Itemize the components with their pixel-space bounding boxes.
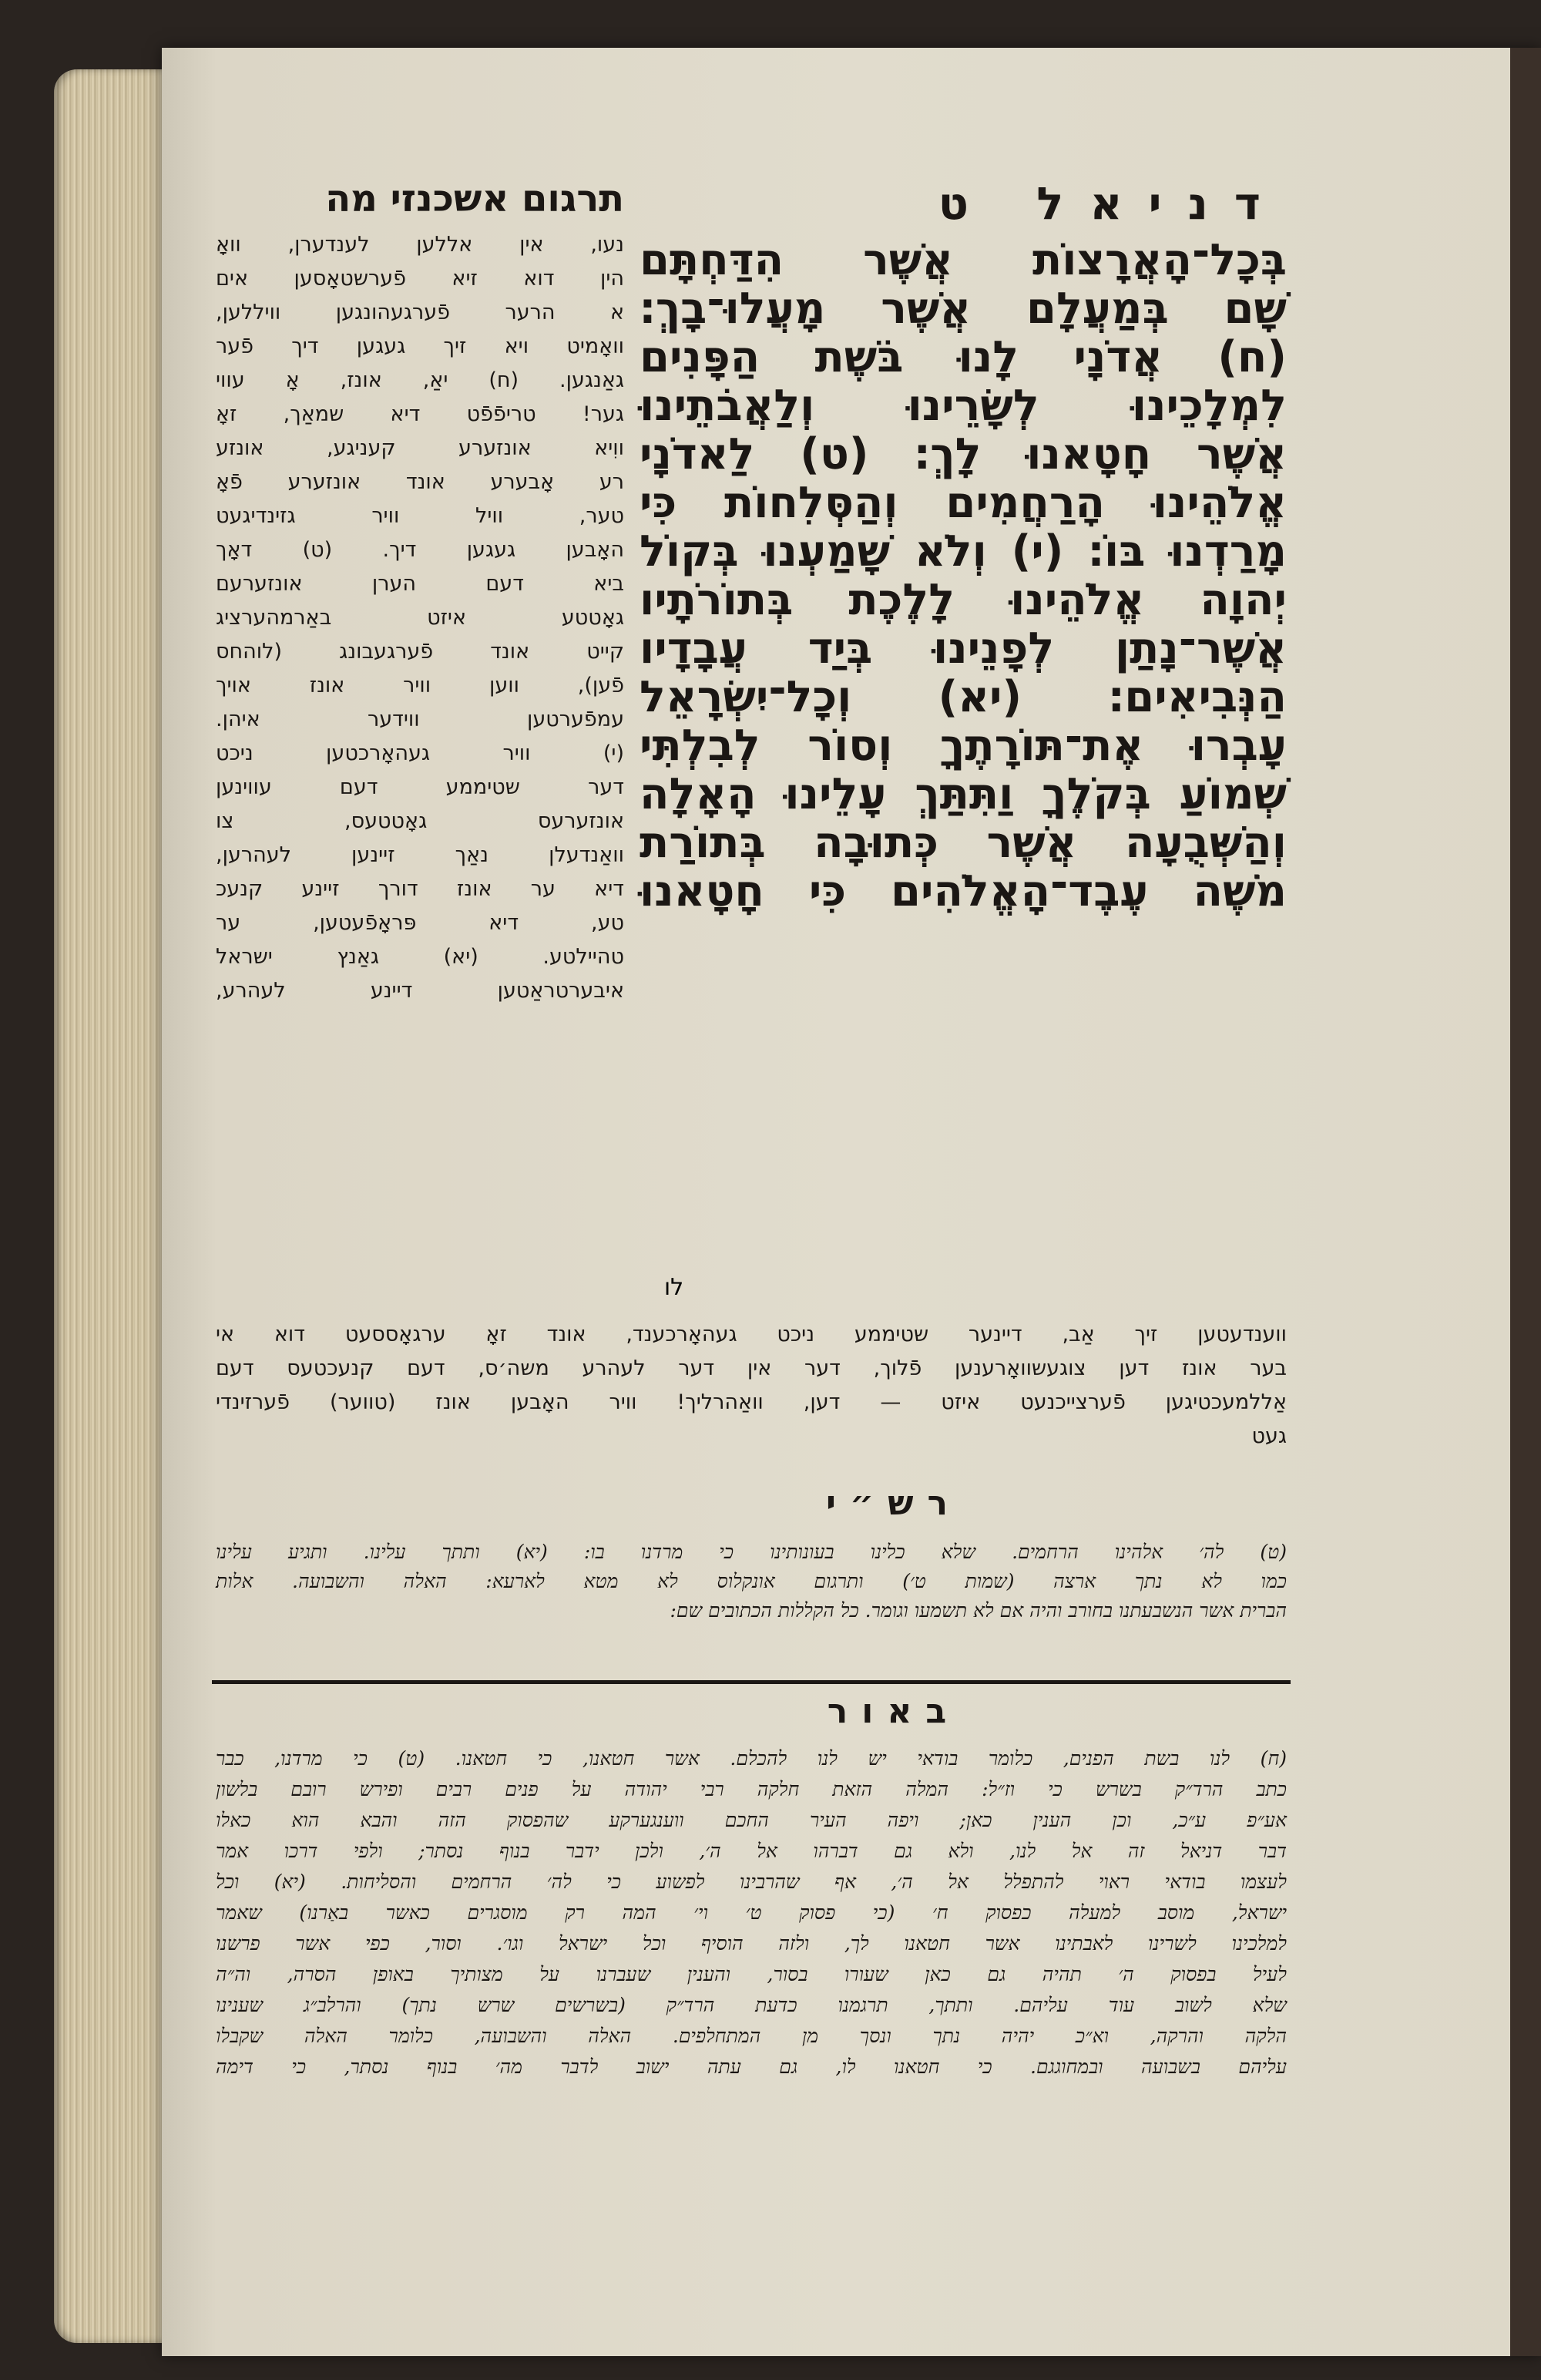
- hebrew-line: מָרַדְנוּ בּוֹ׃ (י) וְלֹא שָׁמַעְנוּ בְּקוֹל: [640, 526, 1287, 577]
- hebrew-line: מֹשֶׁה עֶבֶד־הָאֱלֹהִים כִּי חָטָאנוּ: [640, 866, 1287, 916]
- hebrew-line: אֱלֹהֵינוּ הָרַחֲמִים וְהַסְּלִחוֹת כִּי: [640, 478, 1287, 528]
- biur-line: דבר דניאל זה אל לנו, ולא גם דברהו אל ה׳, ולכן ידבר בנוף נסתר; ולפי דרכו אמר: [216, 1840, 1287, 1862]
- hebrew-running-head: דניאל ט: [938, 177, 1287, 230]
- yiddish-line: אונזערעס גאָטטעס, צו: [216, 809, 624, 833]
- biur-line: עליהם בשבועה ובמחוגגם. כי חטאנו לו, גם עתה ישוב לדבר מה׳ בנוף נסתר, כי דימה: [216, 2056, 1287, 2078]
- biur-heading: באור: [827, 1692, 961, 1731]
- hebrew-line: (ח) אֲדֹנָי לָנוּ בֹּשֶׁת הַפָּנִים: [640, 332, 1287, 382]
- catchword: לו: [664, 1274, 684, 1301]
- hebrew-column: [640, 177, 1287, 916]
- rashi-heading: רש״י: [825, 1484, 962, 1523]
- yiddish-line: נעו, אין אללען לענדערן, וואָ: [216, 233, 624, 257]
- biur-line: למלכינו לשרינו לאבתינו אשר חטאנו לך, ולזה הוסיף וכל ישראל וגו׳. וסור, כפי אשר פרשנו: [216, 1932, 1287, 1955]
- hebrew-line: שְׁמוֹעַ בְּקֹלֶךָ וַתִּתַּךְ עָלֵינוּ הָאָלָה: [640, 769, 1287, 819]
- yiddish-line: דיא ער אונז דורך זיינע קנעכ: [216, 877, 624, 901]
- rashi-line: (ט) לה׳ אלהינו הרחמים. שלא כלינו בעונותינו כי מרדנו בו: (יא) ותתך עלינו. ותגיע עלינו: [216, 1541, 1287, 1563]
- rashi-line: כמו לא נתך ארצה (שמות ט׳) ותרגום אונקלוס לא מטא לארעא: האלה והשבועה. אלות: [216, 1570, 1287, 1592]
- hebrew-line: אֲשֶׁר־נָתַן לְפָנֵינוּ בְּיַד עֲבָדָיו: [640, 624, 1287, 674]
- yiddish-line: האָבען געגען דיך. (ט) דאָך: [216, 538, 624, 562]
- biur-line: (ח) לנו בשת הפנים, כלומר בודאי יש לנו להכלם. אשר חטאנו, כי חטאנו. (ט) כי מרדנו, כבר: [216, 1747, 1287, 1770]
- yiddish-line: טהיילטע. (יא) גאַנץ ישראל: [216, 945, 624, 969]
- yiddish-line: דער שטיממע דעם עווינען: [216, 775, 624, 799]
- yiddish-line: גאָטטע איזט באַרמהערציג: [216, 606, 624, 630]
- yiddish-line: עמפֿערטען ווידער איהן.: [216, 708, 624, 731]
- hebrew-line: בְּכָל־הָאֲרָצוֹת אֲשֶׁר הִדַּחְתָּם: [640, 235, 1287, 285]
- hebrew-line: הַנְּבִיאִים׃ (יא) וְכָל־יִשְׂרָאֵל: [640, 672, 1287, 722]
- biur-line: לעיל בפסוק ה׳ תהיה גם כאן שעורו בסור, והענין שעברנו על מצותיך באופן הסרה, וה״ה: [216, 1963, 1287, 1985]
- yiddish-line: א הרער פֿערגעהונגען וויללען,: [216, 301, 624, 324]
- biur-line: לעצמו בודאי ראוי להתפלל אל ה׳, אף שהרבינו לפשוע כי לה׳ הרחמים והסליחות. (יא) וכל: [216, 1871, 1287, 1893]
- yiddish-line: (י) וויר געהאָרכטען ניכט: [216, 741, 624, 765]
- hebrew-line: וְהַשְּׁבֻעָה אֲשֶׁר כְּתוּבָה בְּתוֹרַת: [640, 818, 1287, 868]
- rashi-commentary: [216, 1538, 1287, 1625]
- yiddish-line: ווִיא אונזערע קעניגע, אונזע: [216, 436, 624, 460]
- section-divider: [212, 1680, 1291, 1684]
- yiddish-text: [216, 228, 624, 1008]
- hebrew-line: עָבְרוּ אֶת־תּוֹרָתֶךָ וְסוֹר לְבִלְתִּי: [640, 721, 1287, 771]
- continuation-line: ווענדעטען זיך אַב, דיינער שטיממע ניכט געהאָרכענד, אונד זאָ ערגאָססעט דוא אי: [216, 1323, 1287, 1346]
- yiddish-line: איבערטראַטען דיינע לעהרע,: [216, 979, 624, 1003]
- continuation-line: געט: [1251, 1424, 1287, 1448]
- yiddish-line: וואַנדעלן נאַך זיינען לעהרען,: [216, 843, 624, 867]
- rashi-line: הברית אשר הנשבעתנו בחורב והיה אם לא תשמעו וגומר. כל הקללות הכתובים שם:: [670, 1599, 1287, 1622]
- binding-shadow: [1510, 48, 1541, 2356]
- continuation-line: אַללמעכטיגען פֿערצייכנעט איזט — דען, וואַהרליך! וויר האָבען אונז (טווער) פֿערזינדי: [216, 1390, 1287, 1414]
- yiddish-line: ביא דעם הערן אונזערעם: [216, 572, 624, 596]
- continuation-line: בער אונז דען צוגעשוואָרענען פֿלוך, דער אין דער לעהרע משה׳ס, דעם קנעכטעס דעם: [216, 1356, 1287, 1380]
- yiddish-column: [216, 177, 624, 1008]
- yiddish-continuation: [216, 1318, 1287, 1454]
- yiddish-running-head: תרגום אשכנזי מה: [325, 177, 624, 220]
- yiddish-line: טער, וויל וויר גזינדיגעט: [216, 504, 624, 528]
- yiddish-line: וואָמיט ויא זיך געגען דיך פֿער: [216, 334, 624, 358]
- biur-line: הלקה והרקה, וא״כ יהיה נתך ונסך מן המתחלפים. האלה והשבועה, כלומר האלה שקבלו: [216, 2025, 1287, 2047]
- hebrew-line: אֲשֶׁר חָטָאנוּ לָךְ׃ (ט) לַאדֹנָי: [640, 429, 1287, 479]
- yiddish-line: טע, דיא פּראָפֿעטען, ער: [216, 911, 624, 935]
- hebrew-line: לִמְלָכֵינוּ לְשָׂרֵינוּ וְלַאֲבֹתֵינוּ: [640, 381, 1287, 431]
- yiddish-line: קייט אונד פֿערגעבונג (לוהחס: [216, 640, 624, 664]
- biur-line: כתב הרד״ק בשרש כי וז״ל: המלה הזאת חלקה רבי יהודה על פנים רבים ופירש רובם בלשון: [216, 1778, 1287, 1800]
- hebrew-line: יְהוָה אֱלֹהֵינוּ לָלֶכֶת בְּתוֹרֹתָיו: [640, 575, 1287, 625]
- biur-line: אע״פ ע״כ, וכן הענין כאן; ויפה העיר החכם ווענגערקע שהפסוק הזה והבא הוא כאלו: [216, 1809, 1287, 1831]
- biur-line: ישראל, מוסב למעלה כפסוק ח׳ (כי פסוק ט׳ וי׳ המה רק מוסגרים כאשר באַרנו) שאמר: [216, 1901, 1287, 1924]
- biur-line: שלא לשוב עוד עליהם. ותתך, תרגמנו כדעת הרד״ק (בשרשים שרש נתך) והרלב״ג שענינו: [216, 1994, 1287, 2016]
- hebrew-line: שָׁם בְּמַעֲלָם אֲשֶׁר מָעֲלוּ־בָךְ׃: [640, 284, 1287, 334]
- yiddish-line: גאַנגען. (ח) יאַ, אונז, אָ עווי: [216, 368, 624, 392]
- yiddish-line: רע אָבערע אונד אונזערע פֿאָ: [216, 470, 624, 494]
- yiddish-line: הין דוא זיא פֿערשטאָסען אים: [216, 267, 624, 291]
- biur-commentary: [216, 1743, 1287, 2082]
- yiddish-line: גער! טריפֿפֿט דיא שמאַך, זאָ: [216, 402, 624, 426]
- hebrew-text: [640, 236, 1287, 916]
- yiddish-line: פֿען), ווען וויר אונז אויך: [216, 674, 624, 698]
- page-edges: [54, 69, 162, 2343]
